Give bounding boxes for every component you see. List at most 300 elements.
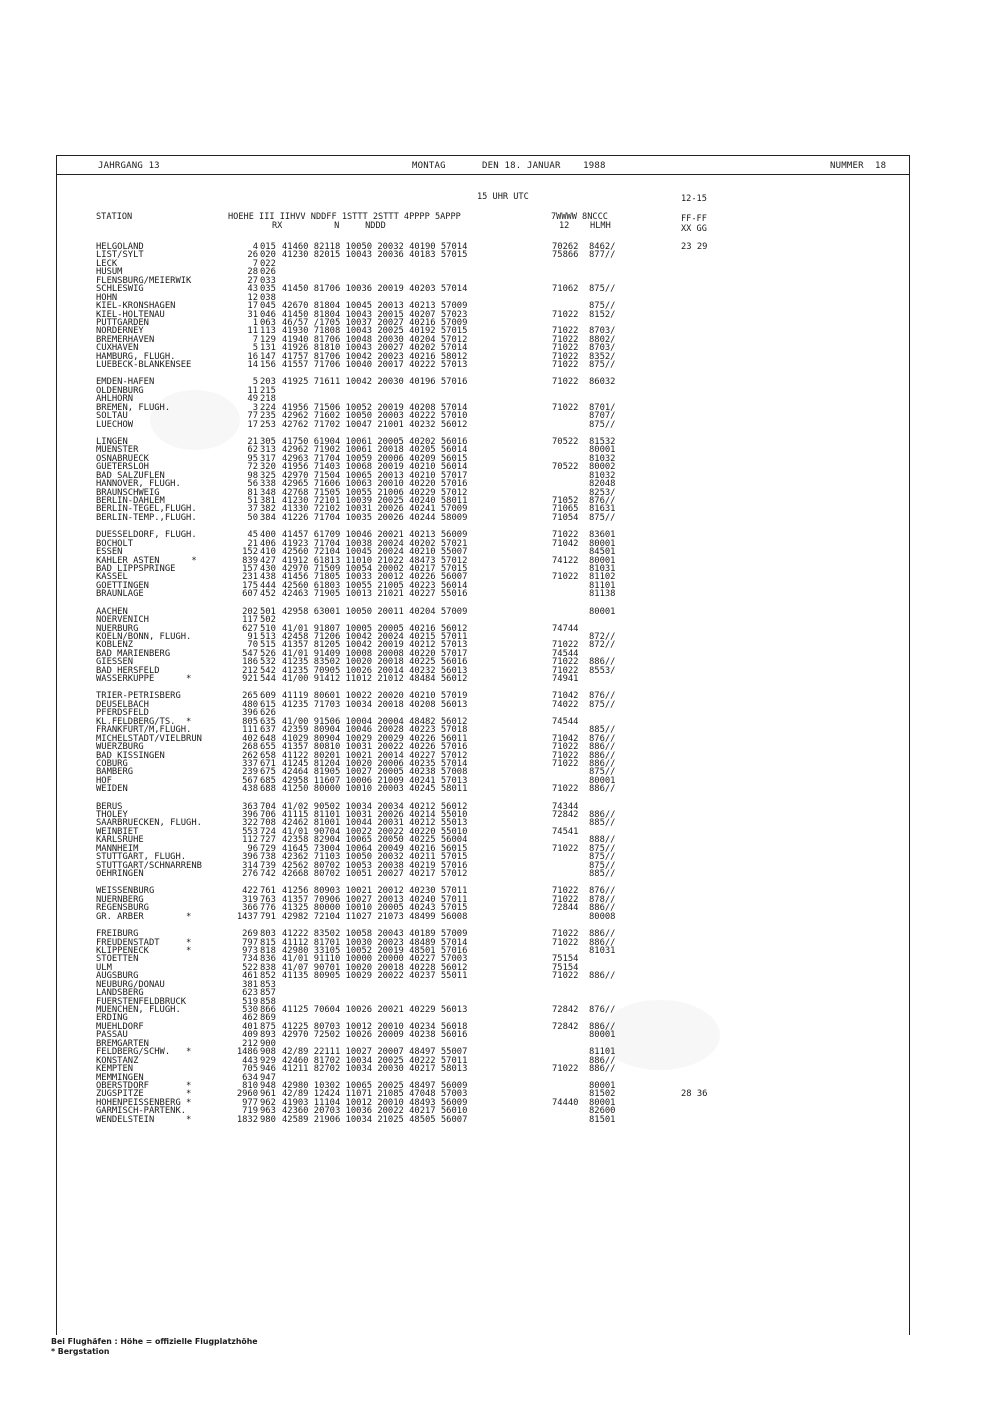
- observation-groups: 42589 21906 10034 21025 48505 56007: [282, 1114, 468, 1125]
- cloud-group: 81631: [589, 504, 616, 515]
- weather-columns-subheader: 12 HLMH: [559, 221, 611, 231]
- station-name: REGENSBURG: [96, 903, 149, 914]
- observation-groups: 42980 33105 10052 20019 48501 57016: [282, 945, 468, 956]
- station-elevation: 276: [242, 869, 258, 880]
- station-name: STUTTGART, FLUGH.: [96, 852, 187, 863]
- cloud-group: 875//: [589, 699, 616, 710]
- station-index: 438: [260, 572, 276, 583]
- station-name: HOF: [96, 775, 112, 786]
- station-name: WASSERKUPPE *: [96, 674, 192, 685]
- observation-groups: 41956 71403 10068 20019 40210 56014: [282, 462, 468, 473]
- station-elevation: 12: [247, 292, 258, 303]
- station-elevation: 50: [247, 512, 258, 523]
- station-elevation: 553: [242, 826, 258, 837]
- station-elevation: 212: [242, 1038, 258, 1049]
- station-name: BAMBERG: [96, 767, 134, 778]
- station-index: 325: [260, 470, 276, 481]
- weather-group: 71022: [552, 758, 579, 769]
- station-index: 742: [260, 869, 276, 880]
- weather-group: 74440: [552, 1097, 579, 1108]
- station-name: BAD MARIENBERG: [96, 648, 171, 659]
- station-elevation: 719: [242, 1106, 258, 1117]
- weather-group: 71022: [552, 971, 579, 982]
- station-name: MUEHLDORF: [96, 1021, 144, 1032]
- station-elevation: 607: [242, 589, 258, 600]
- station-elevation: 27: [247, 275, 258, 286]
- station-index: 035: [260, 284, 276, 295]
- station-elevation: 186: [242, 657, 258, 668]
- observation-groups: 41450 81706 10036 20019 40203 57014: [282, 284, 468, 295]
- station-elevation: 62: [247, 445, 258, 456]
- station-name: AUGSBURG: [96, 971, 139, 982]
- right-border-rule: [909, 155, 910, 1335]
- station-index: 502: [260, 615, 276, 626]
- observation-groups: 42670 81804 10045 20013 40213 57009: [282, 301, 468, 312]
- cloud-group: 885//: [589, 869, 616, 880]
- station-elevation: 175: [242, 580, 258, 591]
- station-index: 866: [260, 1005, 276, 1015]
- observation-groups: 41930 71808 10043 20025 40192 57015: [282, 326, 468, 337]
- station-elevation: 921: [242, 674, 258, 685]
- weather-group: 71022: [552, 351, 579, 362]
- station-name: BERLIN-TEGEL,FLUGH.: [96, 504, 197, 515]
- station-elevation: 396: [242, 810, 258, 821]
- observation-groups: 42462 81001 10044 20031 40212 55013: [282, 818, 468, 829]
- weather-columns-header: 7WWWW 8NCCC: [551, 212, 608, 222]
- footnote-mountain-station: * Bergstation: [51, 1347, 110, 1356]
- observation-groups: 42560 72104 10045 20024 40210 55007: [282, 547, 468, 558]
- station-elevation: 17: [247, 301, 258, 312]
- station-index: 727: [260, 835, 276, 846]
- station-name: BREMEN, FLUGH.: [96, 402, 171, 413]
- station-elevation: 443: [242, 1055, 258, 1066]
- station-name: BAD KISSINGEN: [96, 750, 165, 761]
- station-name: MEMMINGEN: [96, 1072, 144, 1083]
- station-index: 857: [260, 988, 276, 999]
- station-index: 724: [260, 826, 276, 837]
- station-index: 022: [260, 258, 276, 269]
- weather-group: 71022: [552, 530, 579, 541]
- station-index: 947: [260, 1072, 276, 1083]
- station-index: 510: [260, 623, 276, 634]
- station-elevation: 461: [242, 971, 258, 982]
- weather-group: 70262: [552, 242, 579, 252]
- observation-groups: 41557 71706 10040 20017 40222 57013: [282, 360, 468, 371]
- station-name: KEMPTEN: [96, 1064, 134, 1075]
- cloud-group: 81138: [589, 589, 616, 600]
- observation-groups: 41/01 91807 10005 20005 40216 56012: [282, 623, 468, 634]
- cloud-group: 81502: [589, 1089, 616, 1100]
- cloud-group: 878//: [589, 894, 616, 905]
- station-elevation: 567: [242, 775, 258, 786]
- station-index: 156: [260, 360, 276, 371]
- station-elevation: 152: [242, 547, 258, 558]
- cloud-group: 80001: [589, 1030, 616, 1041]
- station-name: LECK: [96, 258, 118, 269]
- weather-group: 71022: [552, 640, 579, 651]
- observation-groups: 42359 80904 10046 20028 40223 57018: [282, 725, 468, 736]
- station-elevation: 805: [242, 716, 258, 727]
- station-name: BOCHOLT: [96, 538, 134, 549]
- observation-groups: 41235 71703 10034 20018 40208 56013: [282, 699, 468, 710]
- station-name: OEHRINGEN: [96, 869, 144, 880]
- station-index: 836: [260, 954, 276, 965]
- weather-group: 71022: [552, 1064, 579, 1075]
- station-elevation: 734: [242, 954, 258, 965]
- station-index: 980: [260, 1114, 276, 1125]
- station-elevation: 11: [247, 385, 258, 396]
- weather-group: 71022: [552, 326, 579, 337]
- observation-groups: 42962 71902 10061 20018 40205 56014: [282, 445, 468, 456]
- station-name: THOLEY: [96, 810, 128, 821]
- station-elevation: 45: [247, 530, 258, 541]
- station-name: WEISSENBURG: [96, 886, 155, 897]
- cloud-group: 80001: [589, 1080, 616, 1091]
- observation-groups: 42958 11607 10006 21009 40241 57013: [282, 775, 468, 786]
- station-name: STUTTGART/SCHNARRENB: [96, 860, 202, 871]
- cloud-group: 82048: [589, 479, 616, 490]
- paper-stain: [600, 1000, 720, 1070]
- observation-time: 15 UHR UTC: [477, 192, 529, 202]
- station-index: 929: [260, 1055, 276, 1066]
- cloud-group: 8553/: [589, 665, 616, 676]
- station-elevation: 31: [247, 309, 258, 320]
- station-name: PFERDSFELD: [96, 708, 149, 719]
- station-name: BREMERHAVEN: [96, 334, 155, 345]
- cloud-group: 875//: [589, 767, 616, 778]
- station-name: DEUSELBACH: [96, 699, 149, 710]
- station-elevation: 70: [247, 640, 258, 651]
- station-index: 852: [260, 971, 276, 982]
- observation-groups: 41225 80703 10012 20010 40234 56018: [282, 1021, 468, 1032]
- cloud-group: 875//: [589, 512, 616, 523]
- station-elevation: 623: [242, 988, 258, 999]
- station-name: ZUGSPITZE *: [96, 1089, 192, 1100]
- station-elevation: 16: [247, 351, 258, 362]
- station-elevation: 7: [252, 258, 258, 269]
- station-name: NOERVENICH: [96, 615, 149, 626]
- cloud-group: 876//: [589, 496, 616, 507]
- gust-values: 23 29: [681, 242, 708, 252]
- station-index: 045: [260, 301, 276, 312]
- station-index: 615: [260, 699, 276, 710]
- station-index: 818: [260, 945, 276, 956]
- cloud-group: 80008: [589, 911, 616, 922]
- weather-group: 71022: [552, 572, 579, 583]
- observation-groups: 42464 81905 10027 20005 40238 57008: [282, 767, 468, 778]
- observation-groups: 41/01 91409 10008 20008 40220 57017: [282, 648, 468, 659]
- observation-groups: 42562 80702 10053 20038 40219 57016: [282, 860, 468, 871]
- cloud-group: 886//: [589, 1055, 616, 1066]
- weather-group: 74544: [552, 716, 579, 727]
- station-elevation: 98: [247, 470, 258, 481]
- station-elevation: 396: [242, 852, 258, 863]
- station-name: NEUBURG/DONAU: [96, 979, 165, 990]
- cloud-group: 80001: [589, 775, 616, 786]
- station-index: 452: [260, 589, 276, 600]
- observation-groups: 41/02 90502 10034 20034 40212 56012: [282, 801, 468, 812]
- station-elevation: 262: [242, 750, 258, 761]
- station-elevation: 77: [247, 411, 258, 422]
- cloud-group: 81031: [589, 945, 616, 956]
- observation-groups: 42463 71905 10013 21021 40227 55016: [282, 589, 468, 600]
- station-name: MANNHEIM: [96, 843, 139, 854]
- station-name: WUERZBURG: [96, 742, 144, 753]
- station-elevation: 314: [242, 860, 258, 871]
- gust-column-subheader: XX GG: [681, 224, 707, 234]
- observation-groups: 41235 70905 10026 20014 40232 56013: [282, 665, 468, 676]
- station-name: OBERSTDORF *: [96, 1080, 192, 1091]
- observation-groups: 41450 81804 10043 20015 40207 57023: [282, 309, 468, 320]
- cloud-group: 875//: [589, 360, 616, 371]
- station-elevation: 268: [242, 742, 258, 753]
- weather-group: 71022: [552, 843, 579, 854]
- station-name: LUEBECK-BLANKENSEE: [96, 360, 192, 371]
- station-elevation: 4: [252, 242, 258, 252]
- station-elevation: 337: [242, 758, 258, 769]
- station-elevation: 5: [252, 377, 258, 388]
- cloud-group: 8802/: [589, 334, 616, 345]
- station-index: 542: [260, 665, 276, 676]
- station-elevation: 28: [247, 267, 258, 278]
- cloud-group: 82600: [589, 1106, 616, 1117]
- station-index: 020: [260, 250, 276, 261]
- station-elevation: 157: [242, 563, 258, 574]
- code-columns-subheader: RX N NDDD: [272, 221, 386, 231]
- station-name: KASSEL: [96, 572, 128, 583]
- station-elevation: 547: [242, 648, 258, 659]
- weather-group: 74544: [552, 648, 579, 659]
- observation-groups: 42668 80702 10051 20027 40217 57012: [282, 869, 468, 880]
- observation-groups: 41956 71506 10052 20019 40208 57014: [282, 402, 468, 413]
- weather-group: 71052: [552, 496, 579, 507]
- observation-groups: 41211 82702 10034 20030 40217 58013: [282, 1064, 468, 1075]
- station-name: HELGOLAND: [96, 242, 144, 252]
- observation-groups: 41357 80810 10031 20022 40226 57016: [282, 742, 468, 753]
- station-name: FREUDENSTADT *: [96, 937, 192, 948]
- observation-groups: 41226 71704 10035 20026 40244 58009: [282, 512, 468, 523]
- station-index: 235: [260, 411, 276, 422]
- cloud-group: 8703/: [589, 343, 616, 354]
- station-name: LANDSBERG: [96, 988, 144, 999]
- station-name: LUECHOW: [96, 419, 134, 430]
- station-name: MUENCHEN, FLUGH.: [96, 1005, 181, 1015]
- weather-group: 71065: [552, 504, 579, 515]
- station-index: 908: [260, 1047, 276, 1058]
- station-elevation: 366: [242, 903, 258, 914]
- observation-groups: 42962 71602 10050 20003 40222 57010: [282, 411, 468, 422]
- station-name: GIESSEN: [96, 657, 134, 668]
- station-elevation: 95: [247, 453, 258, 464]
- cloud-group: 80001: [589, 445, 616, 456]
- cloud-group: 81501: [589, 1114, 616, 1125]
- cloud-group: 83601: [589, 530, 616, 541]
- observation-groups: 42560 61803 10055 21005 40223 56014: [282, 580, 468, 591]
- cloud-group: 875//: [589, 852, 616, 863]
- cloud-group: 8707/: [589, 411, 616, 422]
- weather-group: 71022: [552, 929, 579, 940]
- station-elevation: 43: [247, 284, 258, 295]
- station-name: SCHLESWIG: [96, 284, 144, 295]
- station-name: GR. ARBER *: [96, 911, 192, 922]
- station-elevation: 1: [252, 317, 258, 328]
- station-elevation: 49: [247, 394, 258, 405]
- header-top-rule: [56, 155, 909, 156]
- station-index: 761: [260, 886, 276, 897]
- observation-groups: 42958 63001 10050 20011 40204 57009: [282, 606, 468, 617]
- weather-group: 71022: [552, 334, 579, 345]
- station-name: TRIER-PETRISBERG: [96, 691, 181, 702]
- station-elevation: 11: [247, 326, 258, 337]
- station-name: KIEL-HOLTENAU: [96, 309, 165, 320]
- cloud-group: 81031: [589, 563, 616, 574]
- station-index: 963: [260, 1106, 276, 1117]
- observation-groups: 41235 83502 10020 20018 40225 56016: [282, 657, 468, 668]
- station-name: NORDERNEY: [96, 326, 144, 337]
- station-name: AACHEN: [96, 606, 128, 617]
- weather-group: 75154: [552, 954, 579, 965]
- cloud-group: 875//: [589, 301, 616, 312]
- station-name: KLIPPENECK *: [96, 945, 192, 956]
- cloud-group: 886//: [589, 1064, 616, 1075]
- station-index: 038: [260, 292, 276, 303]
- cloud-group: 80001: [589, 555, 616, 566]
- observation-groups: 42358 82904 10065 20050 40225 56004: [282, 835, 468, 846]
- cloud-group: 876//: [589, 886, 616, 897]
- observation-groups: 41/00 91506 10004 20004 48482 56012: [282, 716, 468, 727]
- station-name: GOETTINGEN: [96, 580, 149, 591]
- weather-group: 74122: [552, 555, 579, 566]
- cloud-group: 876//: [589, 733, 616, 744]
- station-name: NUERNBERG: [96, 894, 144, 905]
- station-index: 515: [260, 640, 276, 651]
- station-name: KONSTANZ: [96, 1055, 139, 1066]
- left-border-rule: [56, 155, 57, 1335]
- header-bottom-rule: [56, 174, 909, 175]
- station-index: 320: [260, 462, 276, 473]
- footnote-airports: Bei Flughäfen : Höhe = offizielle Flugplatzhöhe: [51, 1337, 258, 1346]
- station-index: 131: [260, 343, 276, 354]
- cloud-group: 81102: [589, 572, 616, 583]
- observation-groups: 41357 81205 10042 20019 40212 57013: [282, 640, 468, 651]
- station-index: 501: [260, 606, 276, 617]
- cloud-group: 8701/: [589, 402, 616, 413]
- station-name: LIST/SYLT: [96, 250, 144, 261]
- station-name: BRAUNLAGE: [96, 589, 144, 600]
- cloud-group: 885//: [589, 818, 616, 829]
- observation-groups: 41119 80601 10022 20020 40210 57019: [282, 691, 468, 702]
- cloud-group: 80001: [589, 538, 616, 549]
- observation-groups: 41256 80903 10021 20012 40230 57011: [282, 886, 468, 897]
- observation-groups: 41135 80905 10029 20022 40237 55011: [282, 971, 468, 982]
- station-name: OSNABRUECK: [96, 453, 149, 464]
- observation-groups: 42982 72104 11027 21073 48499 56008: [282, 911, 468, 922]
- year-label: JAHRGANG 13: [98, 161, 160, 171]
- weather-group: 71062: [552, 284, 579, 295]
- cloud-group: 888//: [589, 835, 616, 846]
- station-elevation: 1832: [236, 1114, 258, 1125]
- station-elevation: 239: [242, 767, 258, 778]
- station-elevation: 462: [242, 1013, 258, 1024]
- station-name: WEIDEN: [96, 784, 128, 795]
- observation-groups: 46/57 /1705 10037 20027 40216 57009: [282, 317, 468, 328]
- station-elevation: 363: [242, 801, 258, 812]
- observation-groups: 41222 83502 10058 20043 40189 57009: [282, 929, 468, 940]
- station-name: HANNOVER, FLUGH.: [96, 479, 181, 490]
- station-name: BERUS: [96, 801, 123, 812]
- station-name: HOHN: [96, 292, 118, 303]
- station-index: 946: [260, 1064, 276, 1075]
- observation-groups: 41250 80000 10010 20003 40245 58011: [282, 784, 468, 795]
- station-elevation: 72: [247, 462, 258, 473]
- station-index: 406: [260, 538, 276, 549]
- station-elevation: 797: [242, 937, 258, 948]
- station-elevation: 977: [242, 1097, 258, 1108]
- station-index: 015: [260, 242, 276, 252]
- station-elevation: 705: [242, 1064, 258, 1075]
- cloud-group: 875//: [589, 860, 616, 871]
- station-index: 853: [260, 979, 276, 990]
- station-name: MUENSTER: [96, 445, 139, 456]
- station-elevation: 96: [247, 843, 258, 854]
- cloud-group: 886//: [589, 903, 616, 914]
- station-elevation: 839: [242, 555, 258, 566]
- station-elevation: 627: [242, 623, 258, 634]
- station-name: DUESSELDORF, FLUGH.: [96, 530, 197, 541]
- cloud-group: 886//: [589, 784, 616, 795]
- station-name: BERLIN-DAHLEM: [96, 496, 165, 507]
- observation-groups: 41330 72102 10031 20026 40241 57009: [282, 504, 468, 515]
- station-name: PUTTGARDEN: [96, 317, 149, 328]
- weather-group: 74541: [552, 826, 579, 837]
- station-index: 626: [260, 708, 276, 719]
- station-index: 961: [260, 1089, 276, 1100]
- observation-groups: 42460 81702 10034 20025 40222 57011: [282, 1055, 468, 1066]
- station-index: 763: [260, 894, 276, 905]
- observation-groups: 42458 71206 10042 20024 40215 57011: [282, 631, 468, 642]
- weather-group: 71022: [552, 665, 579, 676]
- cloud-group: 80001: [589, 1097, 616, 1108]
- station-name: KOELN/BONN, FLUGH.: [96, 631, 192, 642]
- station-elevation: 14: [247, 360, 258, 371]
- station-index: 738: [260, 852, 276, 863]
- observation-groups: 41645 73004 10064 20049 40216 56015: [282, 843, 468, 854]
- station-name: KAHLER ASTEN *: [96, 555, 197, 566]
- station-elevation: 438: [242, 784, 258, 795]
- observation-groups: 42/89 22111 10027 20007 48497 55007: [282, 1047, 468, 1058]
- cloud-group: 875//: [589, 284, 616, 295]
- station-index: 635: [260, 716, 276, 727]
- station-name: MICHELSTADT/VIELBRUN: [96, 733, 202, 744]
- observation-groups: 41926 81810 10043 20027 40202 57014: [282, 343, 468, 354]
- station-index: 513: [260, 631, 276, 642]
- observation-groups: 42360 20703 10036 20022 40217 56010: [282, 1106, 468, 1117]
- observation-groups: 42768 71505 10055 21006 40229 57012: [282, 487, 468, 498]
- weather-group: 75154: [552, 962, 579, 973]
- paper-stain: [150, 390, 240, 450]
- station-index: 147: [260, 351, 276, 362]
- cloud-group: 872//: [589, 640, 616, 651]
- observation-groups: 42762 71702 10047 21001 40232 56012: [282, 419, 468, 430]
- station-index: 063: [260, 317, 276, 328]
- station-index: 875: [260, 1021, 276, 1032]
- station-elevation: 212: [242, 665, 258, 676]
- observation-groups: 42362 71103 10050 20032 40211 57015: [282, 852, 468, 863]
- station-elevation: 111: [242, 725, 258, 736]
- gust-values: 28 36: [681, 1089, 708, 1100]
- station-index: 382: [260, 504, 276, 515]
- station-elevation: 973: [242, 945, 258, 956]
